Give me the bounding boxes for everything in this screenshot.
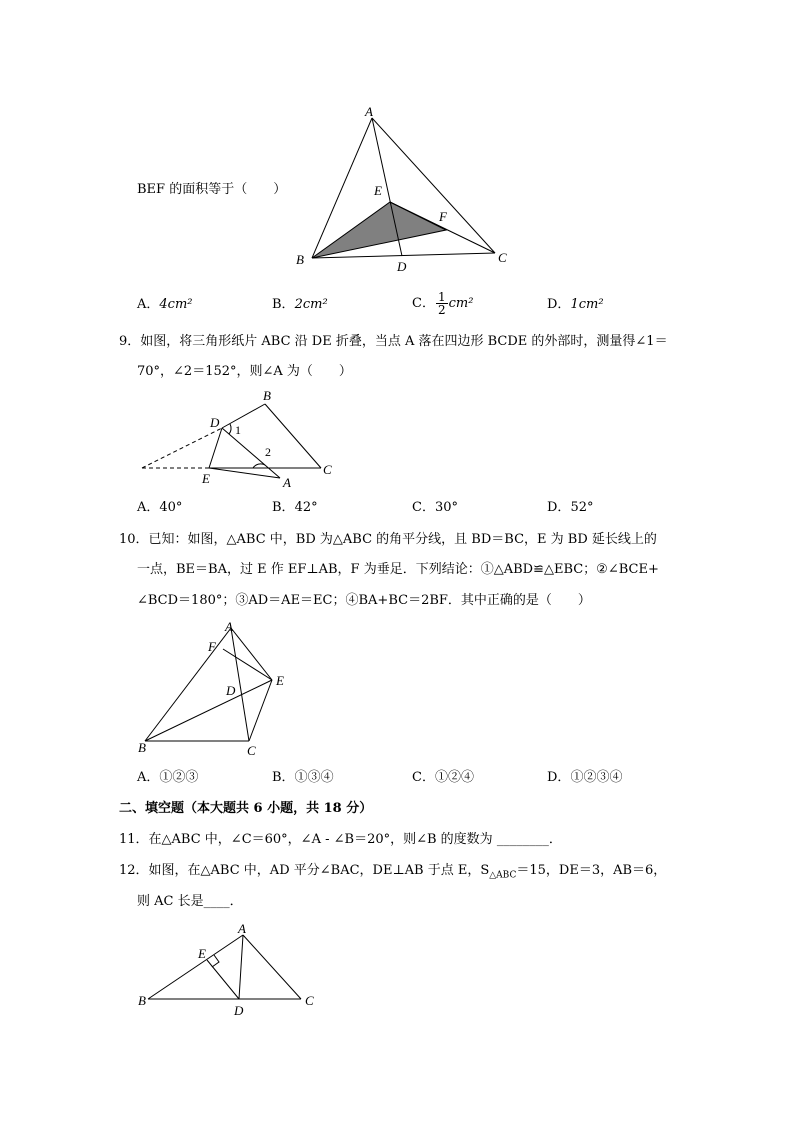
q8-figure bbox=[290, 100, 530, 280]
q10-stem-line2: 一点，BE＝BA，过 E 作 EF⊥AB，F 为垂足．下列结论：①△ABD≌△EBC；②∠BCE+ bbox=[137, 562, 659, 577]
q12-stem-line2: 则 AC 长是____． bbox=[137, 894, 243, 909]
q12-edge-ac bbox=[243, 935, 301, 999]
q12-label-b: B bbox=[138, 993, 146, 1008]
q12-label-a: A bbox=[238, 921, 246, 936]
q8-label-c: C bbox=[498, 250, 507, 265]
q8-option-c-fraction: $\frac{1}{2}$ bbox=[437, 290, 446, 317]
q9-option-b[interactable]: B．42° bbox=[272, 500, 318, 515]
q10-label-e: E bbox=[276, 673, 284, 688]
q10-edge-ba bbox=[145, 628, 231, 741]
q9-dashed-ad bbox=[142, 428, 222, 468]
q10-option-b[interactable]: B．①③④ bbox=[272, 770, 334, 785]
q8-stem-tail: BEF 的面积等于（ ） bbox=[137, 182, 287, 197]
q9-label-c: C bbox=[323, 462, 332, 477]
q9-label-angle-2: 2 bbox=[265, 445, 271, 459]
q9-figure bbox=[135, 385, 345, 495]
q12-label-d: D bbox=[234, 1003, 244, 1018]
q10-label-f: F bbox=[208, 639, 216, 654]
q9-label-a: A bbox=[283, 475, 291, 490]
q8-option-c[interactable]: C． $\frac{1}{2}$ cm² bbox=[412, 290, 474, 317]
q10-option-c[interactable]: C．①②④ bbox=[412, 770, 474, 785]
q9-label-d: D bbox=[210, 415, 220, 430]
q10-label-a: A bbox=[225, 619, 233, 634]
q9-label-e: E bbox=[202, 471, 210, 486]
q10-stem-line3: ∠BCD＝180°；③AD＝AE＝EC；④BA+BC＝2BF．其中正确的是（ ） bbox=[137, 593, 591, 608]
q12-edge-ba bbox=[148, 935, 243, 999]
q12-label-c: C bbox=[305, 993, 314, 1008]
q8-label-b: B bbox=[296, 252, 304, 267]
q12-right-angle-mark bbox=[212, 955, 219, 967]
q9-option-d[interactable]: D．52° bbox=[547, 500, 594, 515]
q9-label-b: B bbox=[263, 388, 271, 403]
q9-label-angle-1: 1 bbox=[235, 423, 241, 437]
q10-segment-fe bbox=[223, 649, 272, 680]
q10-label-c: C bbox=[247, 743, 256, 758]
q11-stem: 11．在△ABC 中，∠C＝60°，∠A - ∠B＝20°，则∠B 的度数为 ________． bbox=[119, 832, 562, 847]
q9-stem-line1: 9．如图，将三角形纸片 ABC 沿 DE 折叠，当点 A 落在四边形 BCDE 的外部时，测量得∠1＝ bbox=[119, 334, 668, 349]
q10-figure bbox=[135, 618, 305, 758]
q10-edge-ae bbox=[231, 628, 272, 680]
q8-option-d[interactable]: D．1cm² bbox=[547, 297, 604, 312]
q8-edge-bc bbox=[312, 253, 495, 258]
q9-angle-2-arc bbox=[253, 464, 265, 468]
q8-option-a[interactable]: A．4cm² bbox=[137, 297, 193, 312]
q8-label-a: A bbox=[365, 104, 373, 119]
q9-angle-1-arc bbox=[229, 424, 231, 434]
q10-option-a[interactable]: A．①②③ bbox=[137, 770, 199, 785]
q9-edge-db bbox=[222, 404, 265, 428]
q12-segment-ad bbox=[239, 935, 243, 999]
q10-stem-line1: 10．已知：如图，△ABC 中，BD 为△ABC 的角平分线，且 BD＝BC，E 为 BD 延长线上的 bbox=[119, 532, 657, 547]
q9-option-a[interactable]: A．40° bbox=[137, 500, 183, 515]
q9-edge-bc bbox=[265, 404, 321, 468]
q12-figure bbox=[135, 920, 325, 1020]
q8-label-f: F bbox=[439, 209, 447, 224]
q12-label-e: E bbox=[198, 946, 206, 961]
q8-option-b[interactable]: B．2cm² bbox=[272, 297, 328, 312]
q9-stem-line2: 70°，∠2＝152°，则∠A 为（ ） bbox=[137, 364, 352, 379]
q10-label-b: B bbox=[138, 740, 146, 755]
q12-stem-line1: 12．如图，在△ABC 中，AD 平分∠BAC，DE⊥AB 于点 E，$S_{\triangle ABC}=15$，DE＝3，AB＝6， bbox=[119, 863, 667, 881]
q9-option-c[interactable]: C．30° bbox=[412, 500, 458, 515]
q9-fold-de bbox=[209, 428, 222, 468]
q9-fold-da bbox=[222, 428, 280, 478]
q10-option-d[interactable]: D．①②③④ bbox=[547, 770, 623, 785]
section-title-fill-in: 二、填空题（本大题共 6 小题，共 18 分） bbox=[119, 801, 373, 816]
q10-label-d: D bbox=[226, 683, 236, 698]
q8-label-e: E bbox=[374, 183, 382, 198]
q9-fold-ea bbox=[209, 468, 280, 478]
q8-label-d: D bbox=[397, 259, 407, 274]
q12-segment-de bbox=[207, 960, 239, 999]
